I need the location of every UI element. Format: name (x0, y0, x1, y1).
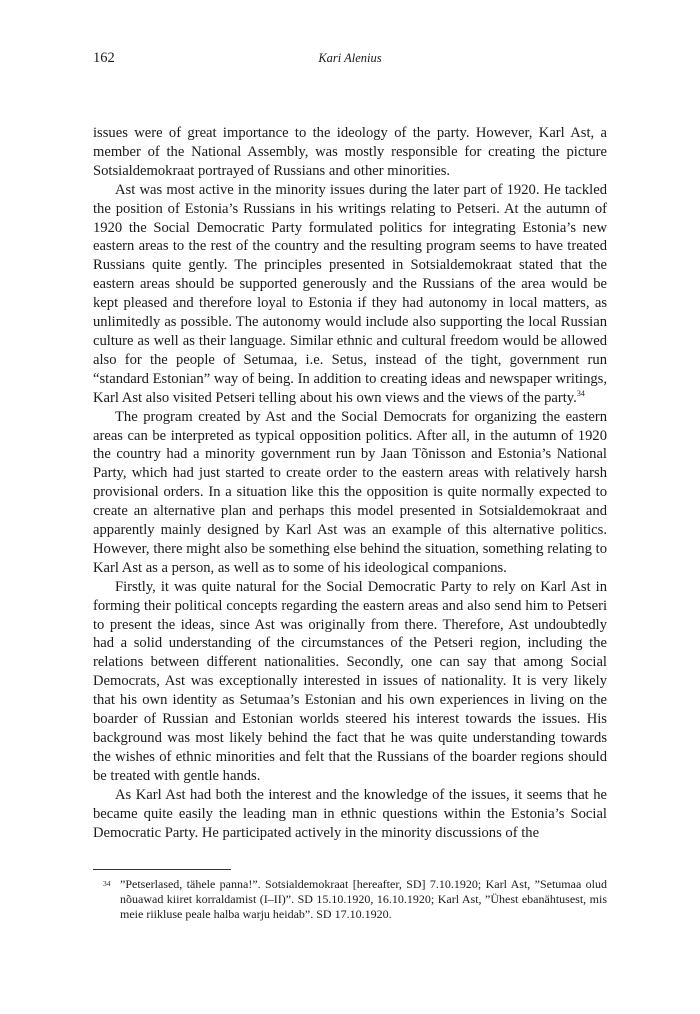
paragraph-1: issues were of great importance to the ideology of the party. However, Karl Ast, a member of the National Assembly, was mostly responsible for creating the picture Sotsialdemokraat portrayed of Russians and other minorities. (93, 125, 607, 179)
paragraph-2 (93, 181, 607, 408)
footnote-mark: 34 (103, 879, 111, 888)
paragraph-5: As Karl Ast had both the interest and the knowledge of the issues, it seems that he became quite easily the leading man in ethnic questions within the Estonia’s Social Democratic Party. He participated actively in the minority discussions of the (93, 786, 607, 841)
footnote-divider (93, 869, 231, 870)
footnote-reference: 34 (576, 388, 585, 398)
page-header (93, 50, 607, 70)
paragraph-4: Firstly, it was quite natural for the Social Democratic Party to rely on Karl Ast in forming their political concepts regarding the eastern areas and also send him to Petseri to present the ideas, since Ast was originally from there. Therefore, Ast undoubtedly had a solid understanding of the circumstances of the Petseri region, including the relations between different nationalities. Secondly, one can say that among Social Democrats, Ast was exceptionally interested in issues of nationality. It is very likely that his own identity as Setumaa’s Estonian and his own experiences in living on the boarder of Russian and Estonian worlds steered his interest towards the issues. His background was most likely behind the fact that he was quite understanding towards the wishes of ethnic minorities and felt that the Russians of the boarder regions should be treated with gentle hands. (93, 578, 607, 784)
running-head: Kari Alenius (318, 51, 382, 65)
footnote-text: ”Petserlased, tähele panna!”. Sotsialdemokraat [hereafter, SD] 7.10.1920; Karl Ast, ”Setumaa olud nõuawad kiiret korraldamist (I–II)”. SD 15.10.1920, 16.10.1920; Karl Ast, ”Ühest ebanähtusest, mis meie riikluse peale halba warju heidab”. SD 17.10.1920. (120, 877, 607, 922)
footnote (93, 877, 607, 923)
paragraph-3: The program created by Ast and the Social Democrats for organizing the eastern areas can be interpreted as typical opposition politics. After all, in the autumn of 1920 the country had a minority government run by Jaan Tõnisson and Estonia’s National Party, which had just started to create order to the eastern areas with relatively harsh provisional orders. In a situation like this the opposition is quite normally expected to create an alternative plan and perhaps this model presented in Sotsialdemokraat and apparently mainly designed by Karl Ast was an example of this alternative politics. However, there might also be something else behind the situation, something relating to Karl Ast as a person, as well as to some of his ideological companions. (93, 408, 607, 576)
paragraph-2-text: Ast was most active in the minority issues during the later part of 1920. He tackled the position of Estonia’s Russians in his writings relating to Petseri. At the autumn of 1920 the Social Democratic Party formulated politics for integrating Estonia’s new eastern areas to the rest of the country and the resulting program seems to have treated Russians quite gently. The principles presented in Sotsialdemokraat stated that the eastern areas should be supported generously and the Russians of the area would be kept pleased and therefore loyal to Estonia if they had autonomy in local matters, as unlimitedly as possible. The autonomy would include also supporting the local Russian culture as well as their language. Similar ethnic and cultural freedom would be allowed also for the people of Setumaa, i.e. Setus, instead of the tight, government run “standard Estonian” way of being. In addition to creating ideas and newspaper writings, Karl Ast also visited Petseri telling about his own views and the views of the party. (93, 181, 607, 406)
page-number: 162 (93, 50, 115, 66)
body-text (93, 124, 607, 842)
